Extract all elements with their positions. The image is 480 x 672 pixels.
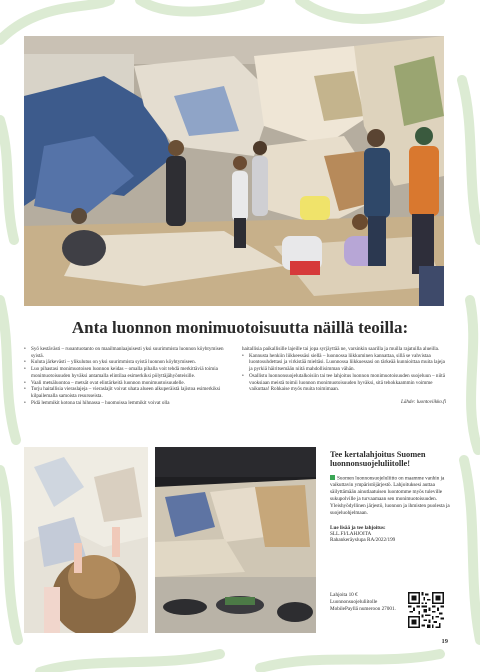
donation-permit: Rahankeräyslupa RA/2022/199 [330,537,396,544]
donation-link[interactable]: SLL.FI/LAHJOITA [330,531,372,538]
donation-link-intro: Lue lisää ja tee lahjoitus: [330,525,386,532]
mobilepay-text: Lahjoita 10 € Luonnonsuojeluliitolle MobilePayllä numeroon 27001. [330,592,396,612]
tip-item: • Luo pihastasi monimuotoisen luonnon keidas – omalla pihalla voit tehdä merkittäviä toimia monimuotoisuuden hyväksi antamalla elintilaa esimerkiksi pölyttäjähyönteisille. [24,366,228,379]
donation-body-text: Suomen luonnonsuojeluliitto on maamme vanhin ja vaikuttavin ympäristöjärjestö. Lahjoituksesi auttaa säilyttämään ainutlaatuisen luontomme myös tuleville sukupolville ja turvaamaan sen monimuotoisuuden. Yleishyödyllinen järjestö, luonnon ja ihmisten puolesta ja suojeluohjelmaan. [330,475,450,517]
donation-title: Tee kertalahjoitus Suomen luonnonsuojeluliitolle! [330,450,426,469]
exhibition-room-photo [155,447,316,633]
donation-box [330,450,450,543]
tips-column-left [24,346,228,406]
qr-code-icon[interactable] [408,592,444,628]
tip-item: • Vaali metsäluontoa – metsät ovat elintärkeitä luonnon monimuotoisuudelle. [24,380,228,387]
source-credit: Lähde: luontoviikko.fi [401,399,446,406]
exhibition-main-photo [24,36,444,306]
page-headline: Anta luonnon monimuotoisuutta näillä teoilla: [71,318,409,337]
page-number: 19 [441,638,448,645]
tip-continuation: haitallisia paikallisille lajeille tai jopa syrjäyttää ne, varsinkin saarilla ja muilla rajatuilla alueilla. [242,346,440,352]
green-square-icon [330,475,335,480]
tip-item: • Kannusta henkiin liikkeessäsi siellä – luonnossa liikkuminen kannattaa, sillä se vahvistaa luontosuhdettasi ja virkistää mieltäsi. Luonnossa liikkuessasi on tärkeää kunnioittaa muita lajeja ja pyrkiä häiritsemään niitä mahdollisimman vähän. [242,353,446,373]
tip-item: • Osallistu luonnonsuojelutalkoisiin tai tee lahjoitus luonnon monimuotoisuuden suojeluun – niitä vuoksiaan meistä toimii luonnon monimuotoisuuden hyväksi, sitä tehokkaammin voimme vaikuttaa! Rohkaise myös muita toimimaan. [242,373,446,393]
tip-item: • Kuluta järkevästi – ylikulutus on yksi suurimmista syistä luonnon köyhtymiseen. [24,359,228,366]
child-drawing-photo [24,447,148,633]
tip-item: • Torju haitallisia vieraslajeja – vieraslajit voivat uhata alueen alkuperäistä lajistoa esimerkiksi kilpailemalla samoista resursseista. [24,386,228,399]
tips-section [24,346,446,406]
tip-item: • Syö kestävästi – ruoantuotanto on maailmanlaajuisesti yksi suurimmista luonnon köyhtymisen syistä. [24,346,228,359]
tip-item: • Pidä lemmikit kotona tai hihnassa – huomoissa lemmikit voivat olla [24,400,228,407]
donation-body [330,475,450,518]
tips-column-right [242,346,446,406]
